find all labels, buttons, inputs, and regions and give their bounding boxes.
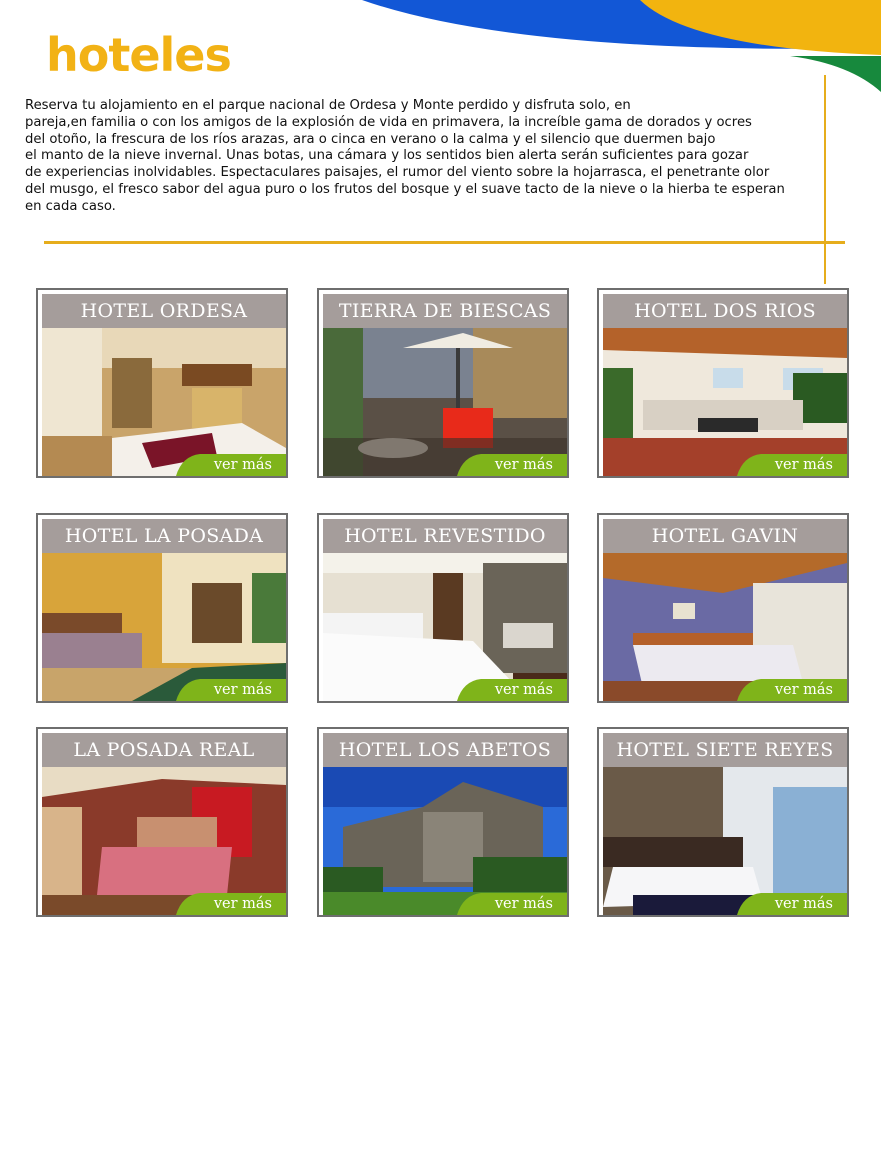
hotel-name: HOTEL LA POSADA (42, 519, 286, 553)
ver-mas-link[interactable] (457, 454, 567, 476)
intro-line: Reserva tu alojamiento en el parque nacional de Ordesa y Monte perdido y disfruta solo, en (25, 98, 631, 113)
hotel-card-tierra-de-biescas[interactable] (317, 288, 569, 478)
ver-mas-link[interactable] (737, 679, 847, 701)
ver-mas-link[interactable] (737, 893, 847, 915)
hotel-card-la-posada-real[interactable] (36, 727, 288, 917)
ver-mas-link[interactable] (176, 679, 286, 701)
hotel-name: HOTEL LOS ABETOS (323, 733, 567, 767)
ver-mas-label: ver más (213, 682, 272, 698)
hotel-card-siete-reyes[interactable] (597, 727, 849, 917)
hotel-name: TIERRA DE BIESCAS (323, 294, 567, 328)
intro-line: en cada caso. (25, 198, 116, 214)
ver-mas-link[interactable] (176, 893, 286, 915)
intro-line: pareja,en familia o con los amigos de la explosión de vida en primavera, la increíble gama de dorados y ocres (25, 114, 752, 130)
intro-line: del musgo, el fresco sabor del agua puro o los frutos del bosque y el suave tacto de la nieve o la hierba te esperan (25, 181, 785, 197)
ver-mas-link[interactable] (457, 679, 567, 701)
ver-mas-link[interactable] (457, 893, 567, 915)
ver-mas-label: ver más (494, 896, 553, 912)
hotel-card-la-posada[interactable] (36, 513, 288, 703)
hotel-card-revestido[interactable] (317, 513, 569, 703)
ver-mas-label: ver más (213, 896, 272, 912)
ver-mas-label: ver más (494, 457, 553, 473)
ver-mas-label: ver más (494, 682, 553, 698)
intro-paragraph (25, 98, 825, 216)
hotel-name: HOTEL ORDESA (42, 294, 286, 328)
hotel-name: HOTEL SIETE REYES (603, 733, 847, 767)
hotel-name: HOTEL REVESTIDO (323, 519, 567, 553)
horizontal-divider (44, 241, 845, 244)
hotel-card-los-abetos[interactable] (317, 727, 569, 917)
ver-mas-label: ver más (774, 457, 833, 473)
intro-line: del otoño, la frescura de los ríos arazas, ara o cinca en verano o la calma y el silencio que duermen bajo (25, 131, 716, 147)
hotel-name: HOTEL DOS RIOS (603, 294, 847, 328)
page-title: hoteles (46, 28, 231, 82)
ver-mas-label: ver más (213, 457, 272, 473)
ver-mas-link[interactable] (737, 454, 847, 476)
intro-line: de experiencias inolvidables. Espectaculares paisajes, el rumor del viento sobre la hojarrasca, el penetrante olor (25, 165, 770, 181)
hotel-card-ordesa[interactable] (36, 288, 288, 478)
ver-mas-label: ver más (774, 896, 833, 912)
intro-line: el manto de la nieve invernal. Unas botas, una cámara y los sentidos bien alerta serán suficientes para gozar (25, 148, 749, 164)
vertical-divider (824, 75, 826, 284)
ver-mas-link[interactable] (176, 454, 286, 476)
hotel-name: HOTEL GAVIN (603, 519, 847, 553)
hotel-card-gavin[interactable] (597, 513, 849, 703)
hotel-name: LA POSADA REAL (42, 733, 286, 767)
ver-mas-label: ver más (774, 682, 833, 698)
hotel-card-dos-rios[interactable] (597, 288, 849, 478)
